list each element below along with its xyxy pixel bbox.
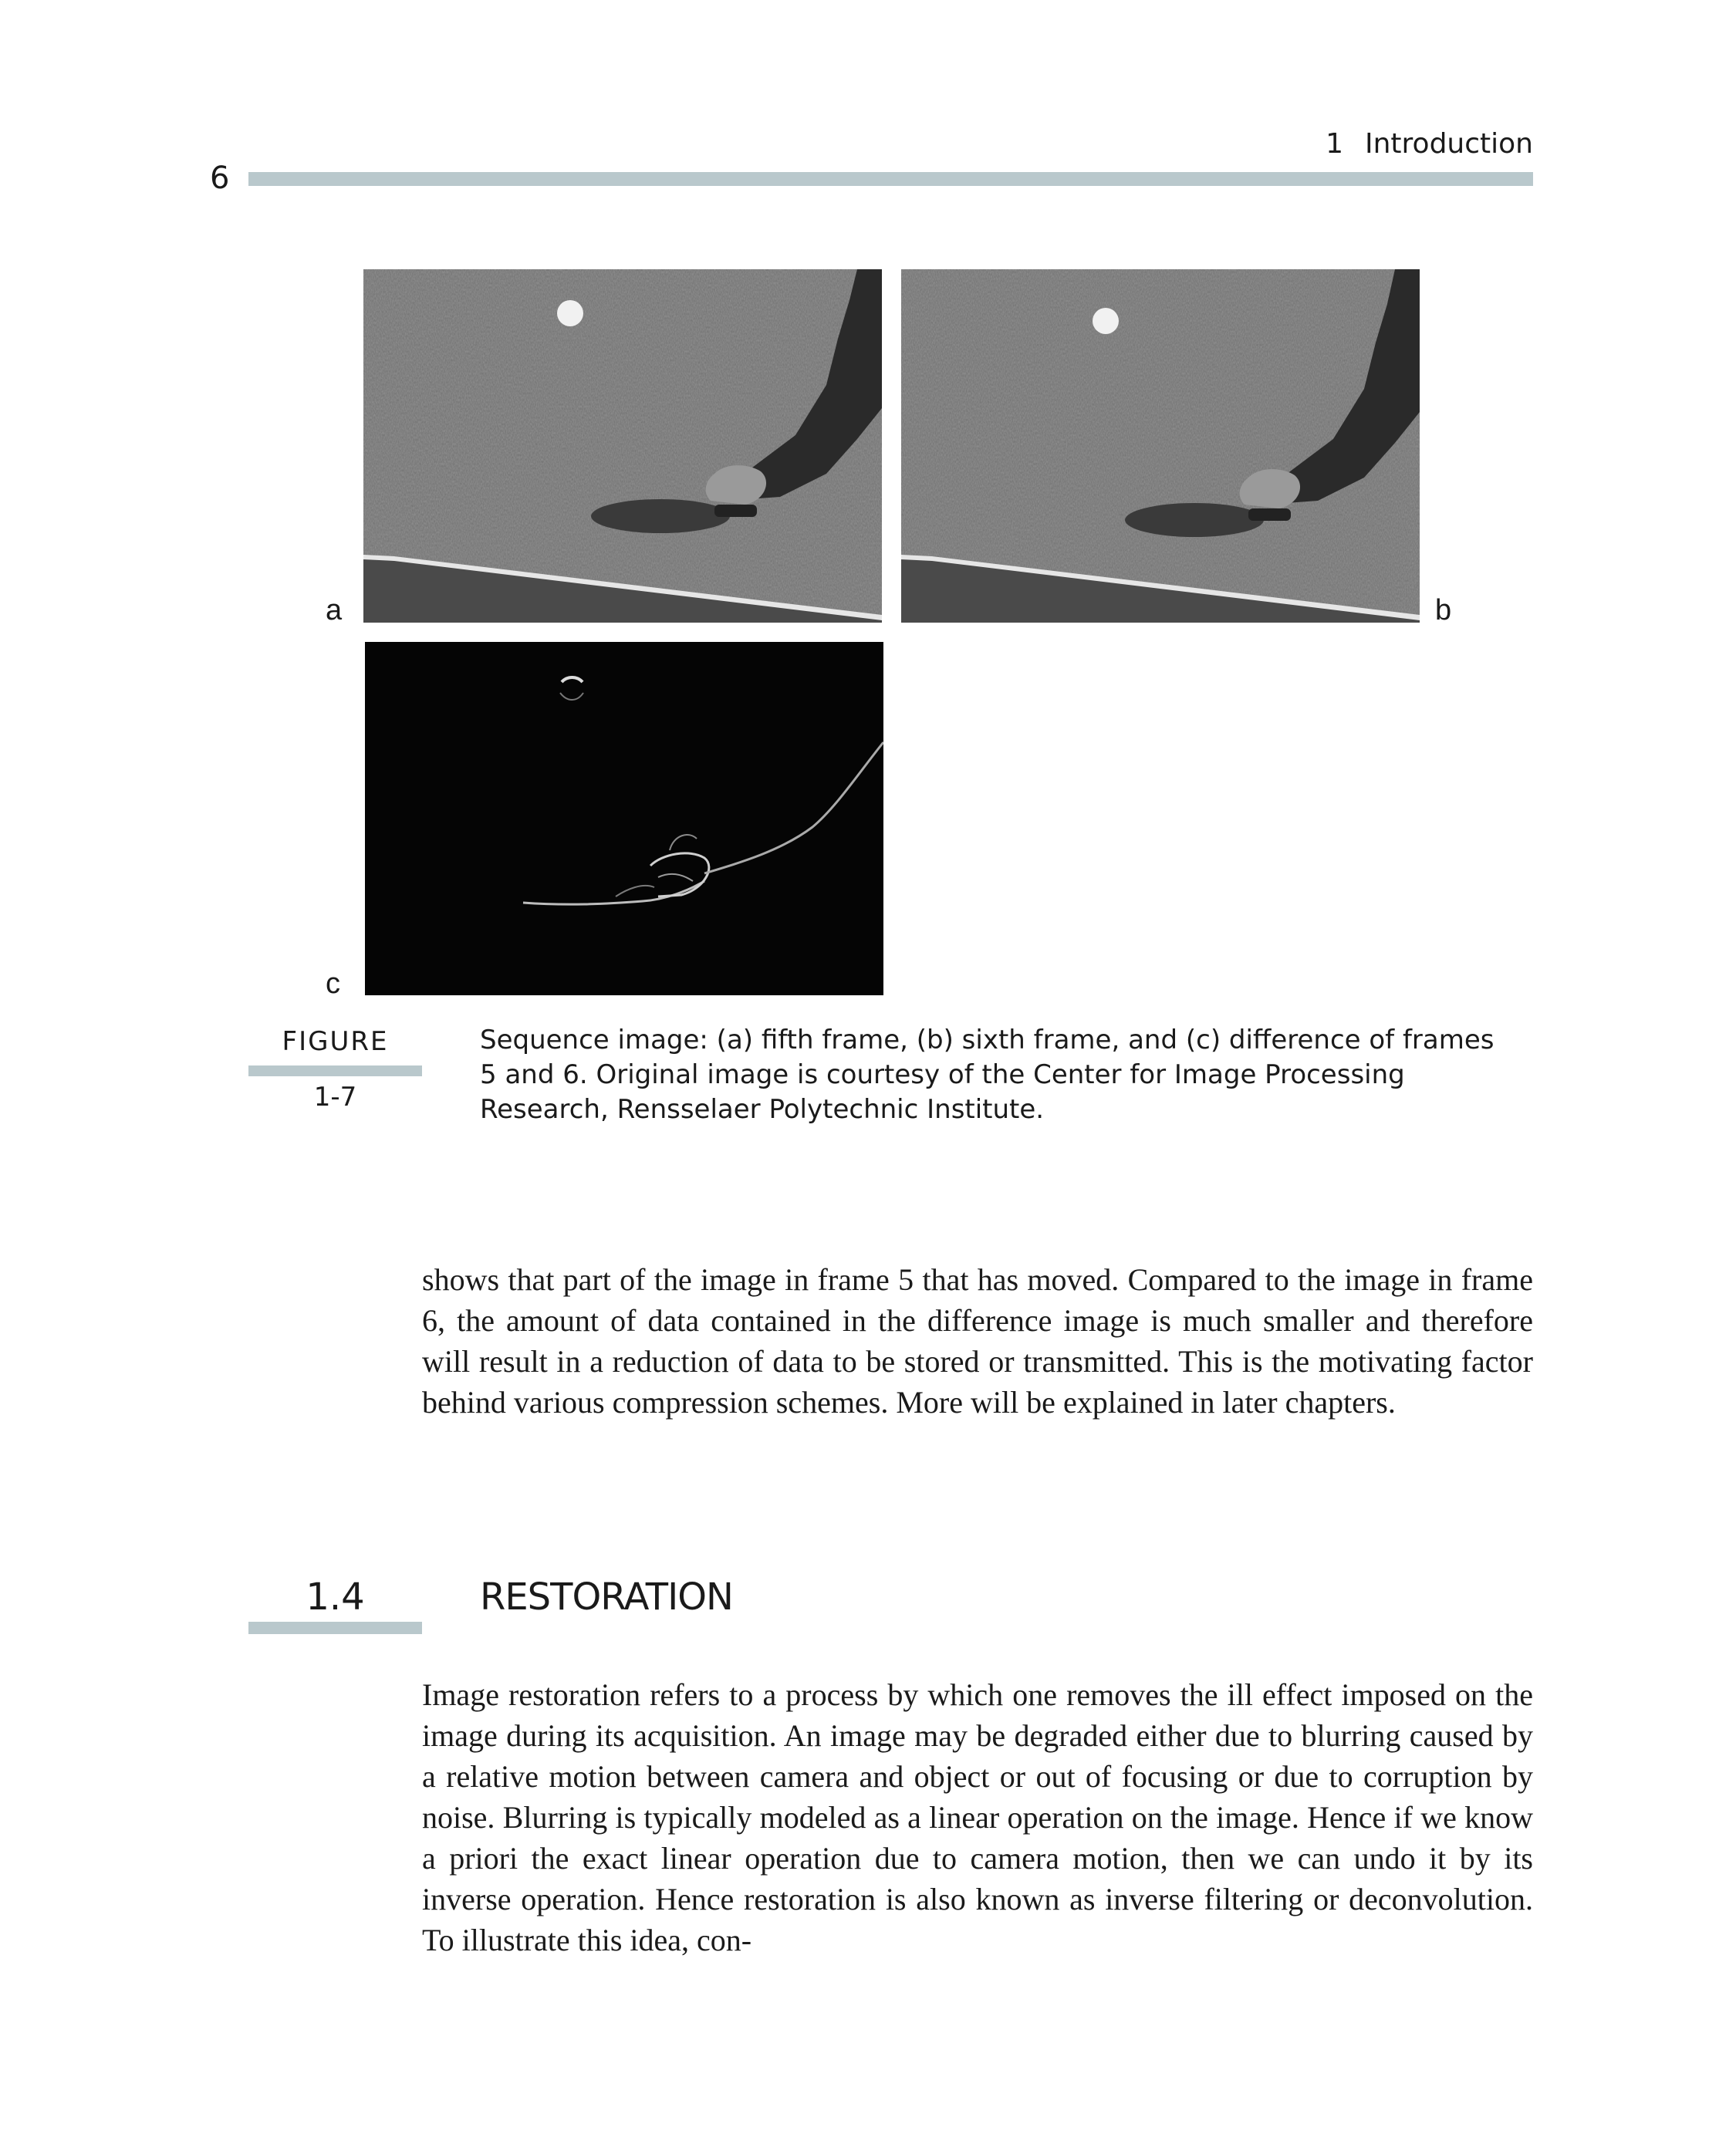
section-number: 1.4 — [306, 1575, 365, 1619]
figure-rule — [248, 1065, 422, 1076]
header-rule — [248, 172, 1533, 186]
page-number: 6 — [210, 160, 230, 196]
section-title: RESTORATION — [480, 1575, 733, 1619]
figure-number: 1-7 — [313, 1082, 357, 1113]
body-paragraph-1: shows that part of the image in frame 5 that has moved. Compared to the image in frame 6, the amount of data contained in the difference image is much smaller and therefore will result in a reduction of data to be stored or transmitted. This is the motivating factor behind various compression schemes. More will be explained in later chapters. — [422, 1262, 1533, 1420]
running-head — [1326, 128, 1533, 160]
chapter-title: Introduction — [1364, 128, 1533, 160]
section-rule — [248, 1622, 422, 1634]
figure-image-frame-5 — [363, 269, 882, 623]
panel-label-a: a — [326, 594, 343, 626]
figure-caption: Sequence image: (a) fifth frame, (b) sixth frame, and (c) difference of frames 5 and 6. Original image is courtesy of the Center for Image Processing Research, Rensselaer Polytechnic Institute. — [480, 1025, 1495, 1125]
figure-image-difference — [365, 642, 883, 995]
figure-word: FIGURE — [282, 1026, 389, 1057]
panel-label-c: c — [326, 968, 340, 1000]
chapter-number: 1 — [1326, 128, 1343, 160]
body-paragraph-2: Image restoration refers to a process by which one removes the ill effect imposed on the image during its acquisition. An image may be degraded either due to blurring caused by a relative motion between camera and object or out of focusing or due to corruption by noise. Blurring is typically modeled as a linear operation on the image. Hence if we know a priori the exact linear operation due to camera motion, then we can undo it by its inverse operation. Hence restoration is also known as inverse filtering or deconvolution. To illustrate this idea, con- — [422, 1677, 1533, 1957]
figure-image-frame-6 — [901, 269, 1420, 623]
panel-label-b: b — [1435, 594, 1452, 626]
